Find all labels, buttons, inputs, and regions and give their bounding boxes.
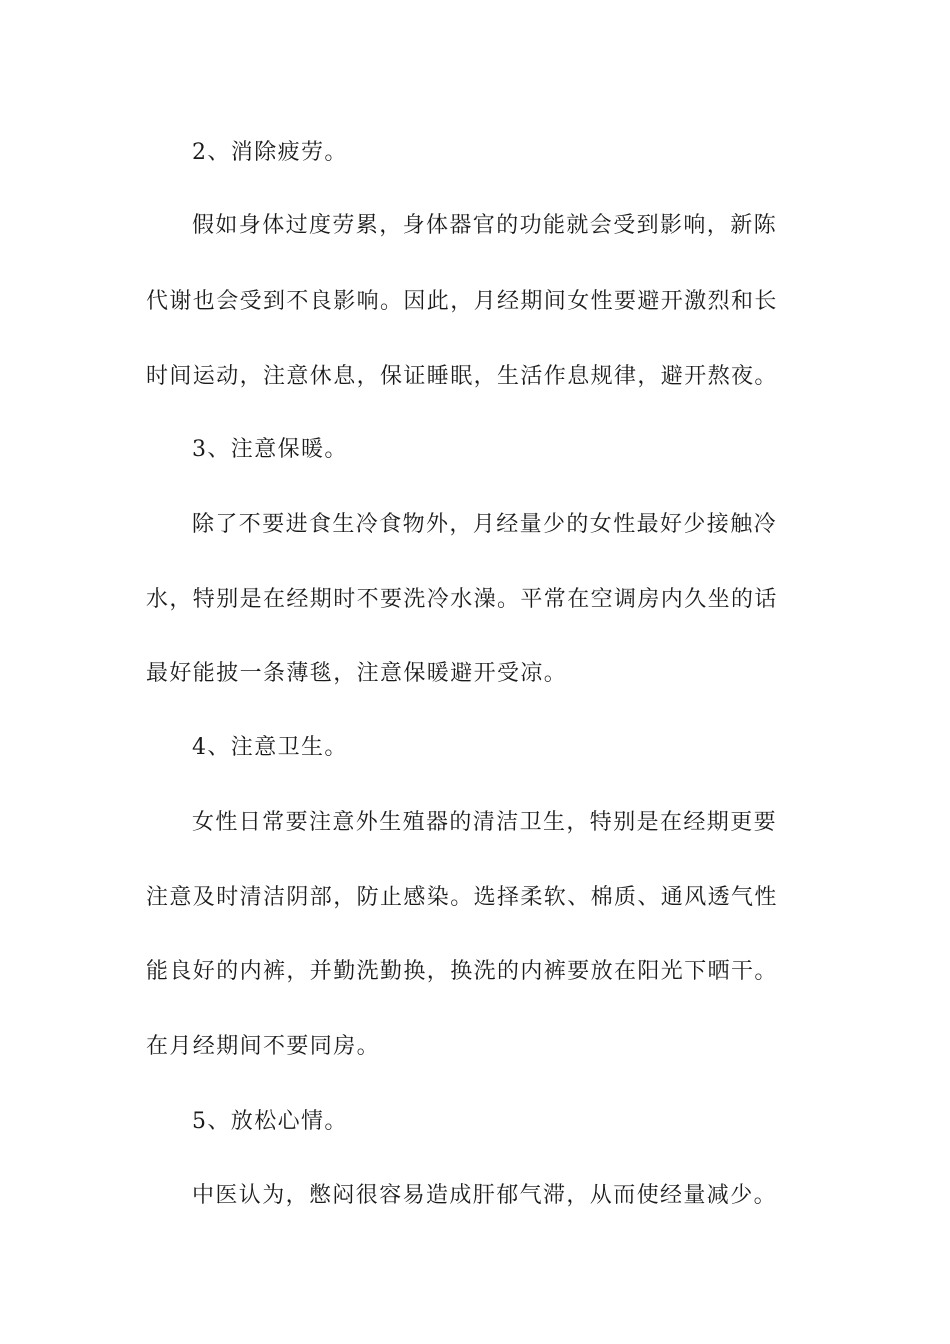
paragraph-line: 水，特别是在经期时不要洗冷水澡。平常在空调房内久坐的话: [146, 587, 778, 612]
paragraph-line: 注意及时清洁阴部，防止感染。选择柔软、棉质、通风透气性: [146, 885, 778, 910]
heading-keep-warm: 3、注意保暖。: [192, 437, 348, 462]
paragraph-line: 时间运动，注意休息，保证睡眠，生活作息规律，避开熬夜。: [146, 364, 778, 389]
paragraph-line: 中医认为，憋闷很容易造成肝郁气滞，从而使经量减少。: [192, 1183, 778, 1208]
heading-hygiene: 4、注意卫生。: [192, 735, 348, 760]
heading-relax-mood: 5、放松心情。: [192, 1109, 348, 1134]
paragraph-line: 能良好的内裤，并勤洗勤换，换洗的内裤要放在阳光下晒干。: [146, 959, 778, 984]
paragraph-line: 在月经期间不要同房。: [146, 1034, 381, 1059]
paragraph-line: 假如身体过度劳累，身体器官的功能就会受到影响，新陈: [192, 213, 778, 238]
paragraph-line: 除了不要进食生冷食物外，月经量少的女性最好少接触冷: [192, 512, 778, 537]
paragraph-line: 最好能披一条薄毯，注意保暖避开受凉。: [146, 661, 568, 686]
heading-relieve-fatigue: 2、消除疲劳。: [192, 140, 348, 165]
paragraph-line: 代谢也会受到不良影响。因此，月经期间女性要避开激烈和长: [146, 289, 778, 314]
paragraph-line: 女性日常要注意外生殖器的清洁卫生，特别是在经期更要: [192, 810, 778, 835]
